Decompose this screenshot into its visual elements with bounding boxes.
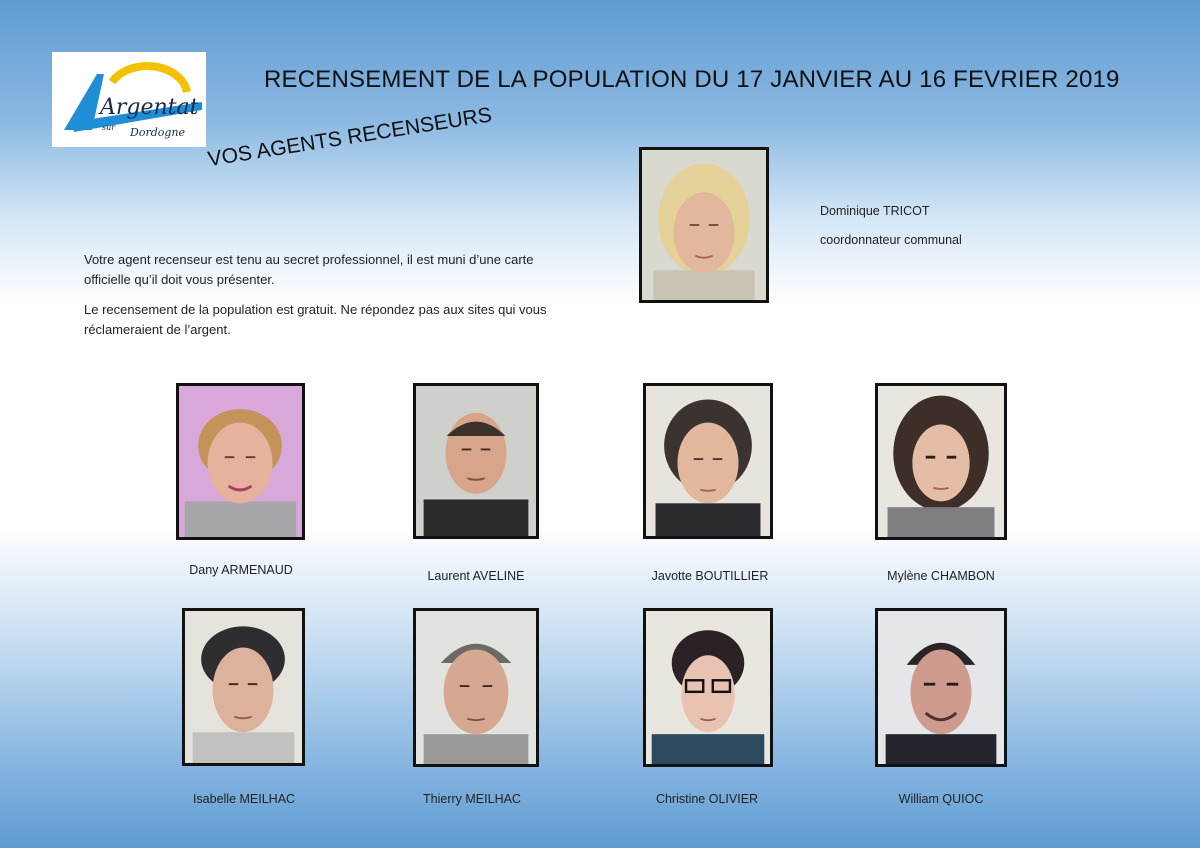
coordinator-photo (639, 147, 769, 303)
agent-photo-5 (182, 608, 305, 766)
agent-name-6: Thierry MEILHAC (423, 792, 521, 806)
page-subtitle: VOS AGENTS RECENSEURS (206, 103, 494, 172)
agent-name-7: Christine OLIVIER (655, 792, 759, 806)
agent-name-2: Laurent AVELINE (427, 569, 525, 583)
agent-photo-1 (176, 383, 305, 540)
page-title: RECENSEMENT DE LA POPULATION DU 17 JANVIER AU 16 FEVRIER 2019 (264, 66, 1120, 93)
agent-name-5: Isabelle MEILHAC (192, 792, 296, 806)
intro-paragraph-1: Votre agent recenseur est tenu au secret professionnel, il est muni d’une carte officielle qu’il doit vous présenter. (84, 252, 534, 287)
agent-photo-7 (643, 608, 773, 767)
logo-text-main: Argentat (100, 95, 199, 120)
coordinator-name: Dominique TRICOT (820, 204, 930, 218)
agent-name-4: Mylène CHAMBON (887, 569, 995, 583)
intro-paragraph-2: Le recensement de la population est gratuit. Ne répondez pas aux sites qui vous réclameraient de l’argent. (84, 302, 547, 337)
logo-text-sub: Dordogne (130, 126, 185, 139)
logo-text-sur: sur (102, 123, 116, 132)
logo-graphic (52, 52, 206, 147)
agent-photo-6 (413, 608, 539, 767)
argentat-logo (52, 52, 206, 147)
agent-name-1: Dany ARMENAUD (189, 563, 293, 577)
agent-photo-4 (875, 383, 1007, 540)
agent-name-3: Javotte BOUTILLIER (651, 569, 769, 583)
agent-photo-2 (413, 383, 539, 539)
coordinator-role: coordonnateur communal (820, 233, 962, 247)
agent-photo-3 (643, 383, 773, 539)
agent-name-8: William QUIOC (898, 792, 984, 806)
agent-photo-8 (875, 608, 1007, 767)
